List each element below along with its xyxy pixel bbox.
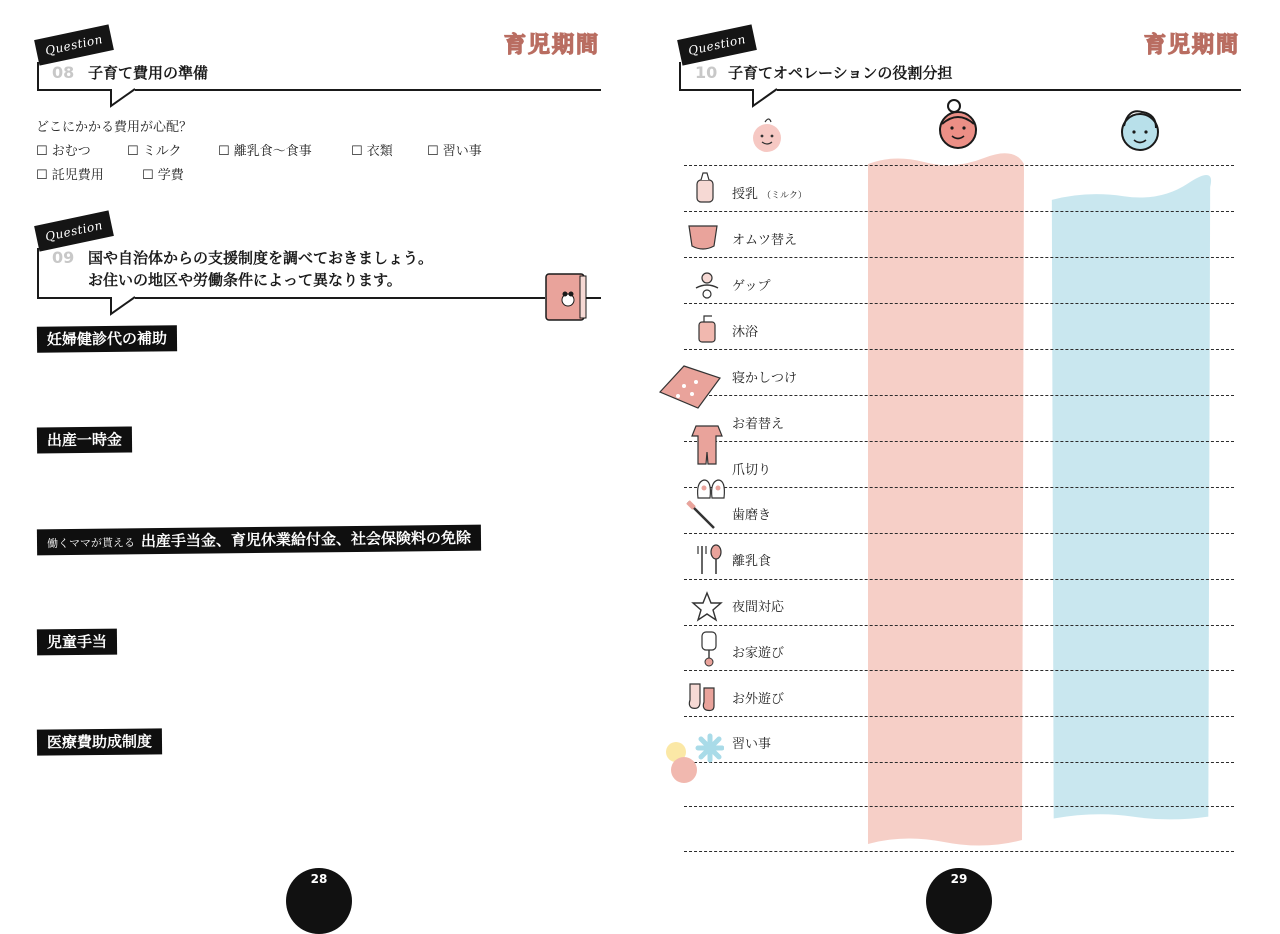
toothbrush-icon <box>684 498 718 532</box>
section-title: 育児期間 <box>1143 33 1240 58</box>
question-title-line1: 国や自治体からの支援制度を調べておきましょう。 <box>88 249 434 267</box>
socks-icon <box>686 680 720 714</box>
row-divider <box>684 625 1234 626</box>
question-title-line2: お住いの地区や労働条件によって異なります。 <box>88 271 402 289</box>
speech-pointer <box>108 88 138 108</box>
task-label-home-play: お家遊び <box>732 646 785 661</box>
flower-icon <box>664 730 724 786</box>
question-number: 10 <box>695 63 718 82</box>
row-divider <box>684 806 1234 807</box>
row-divider <box>684 165 1234 166</box>
checkbox-option[interactable]: ☐ 習い事 <box>427 144 482 159</box>
task-label-teeth: 歯磨き <box>732 508 772 523</box>
option-label: 離乳食〜食事 <box>233 144 312 159</box>
mom-face-icon <box>936 98 980 152</box>
task-label-lessons: 習い事 <box>732 737 772 752</box>
question-number: 09 <box>52 248 75 267</box>
row-divider <box>684 395 1234 396</box>
row-divider <box>684 579 1234 580</box>
task-label-sleep: 寝かしつけ <box>732 371 798 386</box>
support-label-text: 出産手当金、育児休業給付金、社会保険料の免除 <box>140 528 472 551</box>
support-label <box>37 525 481 556</box>
question-badge: Question <box>34 24 114 65</box>
checkbox-option[interactable]: ☐ 離乳食〜食事 <box>218 144 312 159</box>
baby-face-icon <box>750 116 784 154</box>
task-subtext: （ミルク） <box>762 191 807 201</box>
row-divider <box>684 487 1234 488</box>
frame-left <box>37 62 39 90</box>
task-label-bath: 沐浴 <box>732 325 759 340</box>
support-label: 妊婦健診代の補助 <box>37 325 177 352</box>
column-pink <box>864 150 1026 850</box>
pacifier-icon <box>690 268 724 302</box>
frame-line <box>37 297 111 299</box>
column-blue <box>1050 150 1212 850</box>
option-label: 習い事 <box>442 144 482 159</box>
question-badge: Question <box>677 24 757 65</box>
question-badge: Question <box>34 210 114 251</box>
diaper-icon <box>686 220 720 254</box>
book-icon <box>544 270 588 324</box>
page-number: 29 <box>926 868 992 934</box>
checkbox-option[interactable]: ☐ おむつ <box>36 144 91 159</box>
frame-line <box>586 297 601 299</box>
task-label-nails: 爪切り <box>732 463 772 478</box>
support-label: 出産一時金 <box>37 427 132 454</box>
row-divider <box>684 257 1234 258</box>
task-label-outdoor-play: お外遊び <box>732 692 785 707</box>
frame-line <box>777 89 1241 91</box>
checkbox-option[interactable]: ☐ 学費 <box>142 168 184 183</box>
frame-line <box>135 297 545 299</box>
option-label: おむつ <box>51 144 91 159</box>
row-divider <box>684 716 1234 717</box>
task-label-feeding <box>732 183 807 202</box>
baby-bottle-icon <box>688 170 722 204</box>
right-page <box>640 0 1280 909</box>
row-divider <box>684 533 1234 534</box>
option-label: 衣類 <box>366 144 393 159</box>
task-text: 授乳 <box>732 187 759 202</box>
row-divider <box>684 211 1234 212</box>
question-prompt: どこにかかる費用が心配？ <box>36 120 193 135</box>
section-title: 育児期間 <box>503 33 600 58</box>
checkbox-option[interactable]: ☐ 託児費用 <box>36 168 104 183</box>
speech-pointer <box>750 88 780 108</box>
support-label-prefix: 働くママが貰える <box>46 536 136 551</box>
task-label-baby-food: 離乳食 <box>732 554 772 569</box>
row-divider <box>684 349 1234 350</box>
checkbox-option[interactable]: ☐ 衣類 <box>351 144 393 159</box>
row-divider <box>684 303 1234 304</box>
question-title: 子育て費用の準備 <box>88 64 209 82</box>
question-number: 08 <box>52 63 75 82</box>
option-label: ミルク <box>142 144 182 159</box>
option-label: 学費 <box>157 168 184 183</box>
checkbox-option[interactable]: ☐ ミルク <box>127 144 182 159</box>
page-number: 28 <box>286 868 352 934</box>
spoon-fork-icon <box>692 542 726 576</box>
star-icon <box>690 590 724 624</box>
option-label: 託児費用 <box>51 168 104 183</box>
blanket-icon <box>658 362 722 410</box>
frame-left <box>679 62 681 90</box>
task-label-burp: ゲップ <box>732 279 771 294</box>
frame-line <box>37 89 111 91</box>
frame-line <box>679 89 753 91</box>
baby-clothes-icon <box>690 422 724 466</box>
task-label-diaper: オムツ替え <box>732 233 798 248</box>
task-label-night: 夜間対応 <box>732 600 785 615</box>
support-label: 児童手当 <box>37 629 117 656</box>
frame-line <box>135 89 601 91</box>
support-label: 医療費助成制度 <box>37 728 162 755</box>
row-divider <box>684 851 1234 852</box>
question-title: 子育てオペレーションの役割分担 <box>728 64 953 82</box>
row-divider <box>684 441 1234 442</box>
row-divider <box>684 762 1234 763</box>
rattle-icon <box>692 630 726 668</box>
task-label-dressing: お着替え <box>732 417 785 432</box>
speech-pointer <box>108 296 138 316</box>
left-page <box>0 0 640 909</box>
frame-left <box>37 248 39 298</box>
soap-bottle-icon <box>690 310 724 344</box>
dad-face-icon <box>1118 104 1162 154</box>
row-divider <box>684 670 1234 671</box>
